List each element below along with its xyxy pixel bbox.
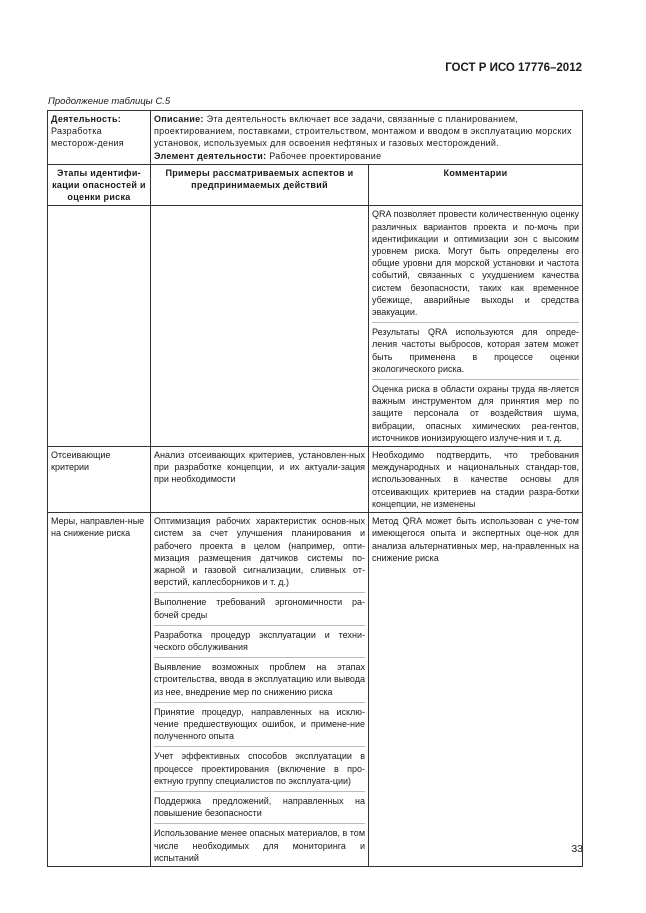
document-code: ГОСТ Р ИСО 17776–2012 xyxy=(445,62,582,74)
activity-table xyxy=(47,110,583,867)
comment-paragraph: Метод QRA может быть использован с уче-том имеющегося опыта и экспертных оце-нок для анализа альтернативных мер, на-правленных на снижение риска xyxy=(372,516,579,563)
example-paragraph: Разработка процедур эксплуатации и техни-ческого обслуживания xyxy=(154,625,365,653)
example-paragraph: Оптимизация рабочих характеристик основ-ных систем за счет улучшения планирования и рабочего проекта в целом (например, опти-мизация размещения датчиков системы по-жарной и газовой сигнализации, сливных от-верстий, каплесборников и т. д.) xyxy=(154,516,365,588)
activity-value: Разработка месторож-дения xyxy=(51,126,124,149)
comments-cell xyxy=(369,447,583,513)
examples-cell xyxy=(151,206,369,447)
element-label: Элемент деятельности: xyxy=(154,150,267,161)
example-paragraph: Учет эффективных способов эксплуатации в процессе проектирования (включение в про-ектную группу специалистов по эксплуата-ции) xyxy=(154,746,365,787)
comment-paragraph: Результаты QRA используются для опреде-ления частоты выбросов, которая затем может быть применена в процессе оценки экологического риска. xyxy=(372,322,579,375)
example-paragraph: Анализ отсеивающих критериев, установлен-ных при разработке концепции, и их актуали-зация при необходимости xyxy=(154,450,365,485)
table-row xyxy=(48,513,583,867)
activity-label: Деятельность: xyxy=(51,114,122,124)
description-label: Описание: xyxy=(154,114,204,124)
description-value: Эта деятельность включает все задачи, связанные с планированием, проектированием, поставками, строительством, монтажом и вводом в эксплуатацию морских установок, используемых для освоения нефтяных и газовых месторождений. xyxy=(154,114,572,149)
example-paragraph: Использование менее опасных материалов, в том числе необходимых для мониторинга и испытаний xyxy=(154,823,365,864)
example-paragraph: Принятие процедур, направленных на исклю-чение предшествующих ошибок, и примене-ние полученного опыта xyxy=(154,702,365,743)
column-header-examples: Примеры рассматриваемых аспектов и предпринимаемых действий xyxy=(151,164,369,206)
comment-paragraph: Оценка риска в области охраны труда яв-ляется важным инструментом для принятия мер по защите персонала от воздействия шума, вибрации, опасных химических реа-гентов, источников ионизирующего излуче-ния и т. д. xyxy=(372,379,579,444)
table-caption: Продолжение таблицы С.5 xyxy=(48,96,171,107)
comment-paragraph: QRA позволяет провести количественную оценку различных вариантов проекта и по-мочь при идентификации и оптимизации зон с высоким уровнем риска. Могут быть определены его общие уровни для морской установки и частота событий, связанных с ухудшением качества систем безопасности, таких как временное убежище, аварийные выходы и средства эвакуации. xyxy=(372,209,579,318)
column-header-stages: Этапы идентифи-кации опасностей и оценки риска xyxy=(48,164,151,206)
comments-cell xyxy=(369,513,583,867)
table-row xyxy=(48,206,583,447)
example-paragraph: Выполнение требований эргономичности ра-бочей среды xyxy=(154,592,365,620)
description-cell xyxy=(151,111,583,165)
stage-cell: Меры, направлен-ные на снижение риска xyxy=(48,513,151,867)
activity-cell xyxy=(48,111,151,165)
comments-cell xyxy=(369,206,583,447)
example-paragraph: Поддержка предложений, направленных на повышение безопасности xyxy=(154,791,365,819)
element-value: Рабочее проектирование xyxy=(269,150,382,161)
stage-cell xyxy=(48,206,151,447)
table-header-row xyxy=(48,111,583,165)
comment-paragraph: Необходимо подтвердить, что требования международных и национальных стандар-тов, использованных в качестве основы для отсеивающих критериев на стадии разра-ботки концепции, не изменены xyxy=(372,450,579,509)
examples-cell xyxy=(151,447,369,513)
example-paragraph: Выявление возможных проблем на этапах строительства, ввода в эксплуатацию или вывода из нее, внедрение мер по снижению риска xyxy=(154,657,365,698)
page-number: 33 xyxy=(571,843,583,855)
stage-cell: Отсеивающие критерии xyxy=(48,447,151,513)
table-row xyxy=(48,447,583,513)
column-header-row xyxy=(48,164,583,206)
examples-cell xyxy=(151,513,369,867)
column-header-comments: Комментарии xyxy=(369,164,583,206)
